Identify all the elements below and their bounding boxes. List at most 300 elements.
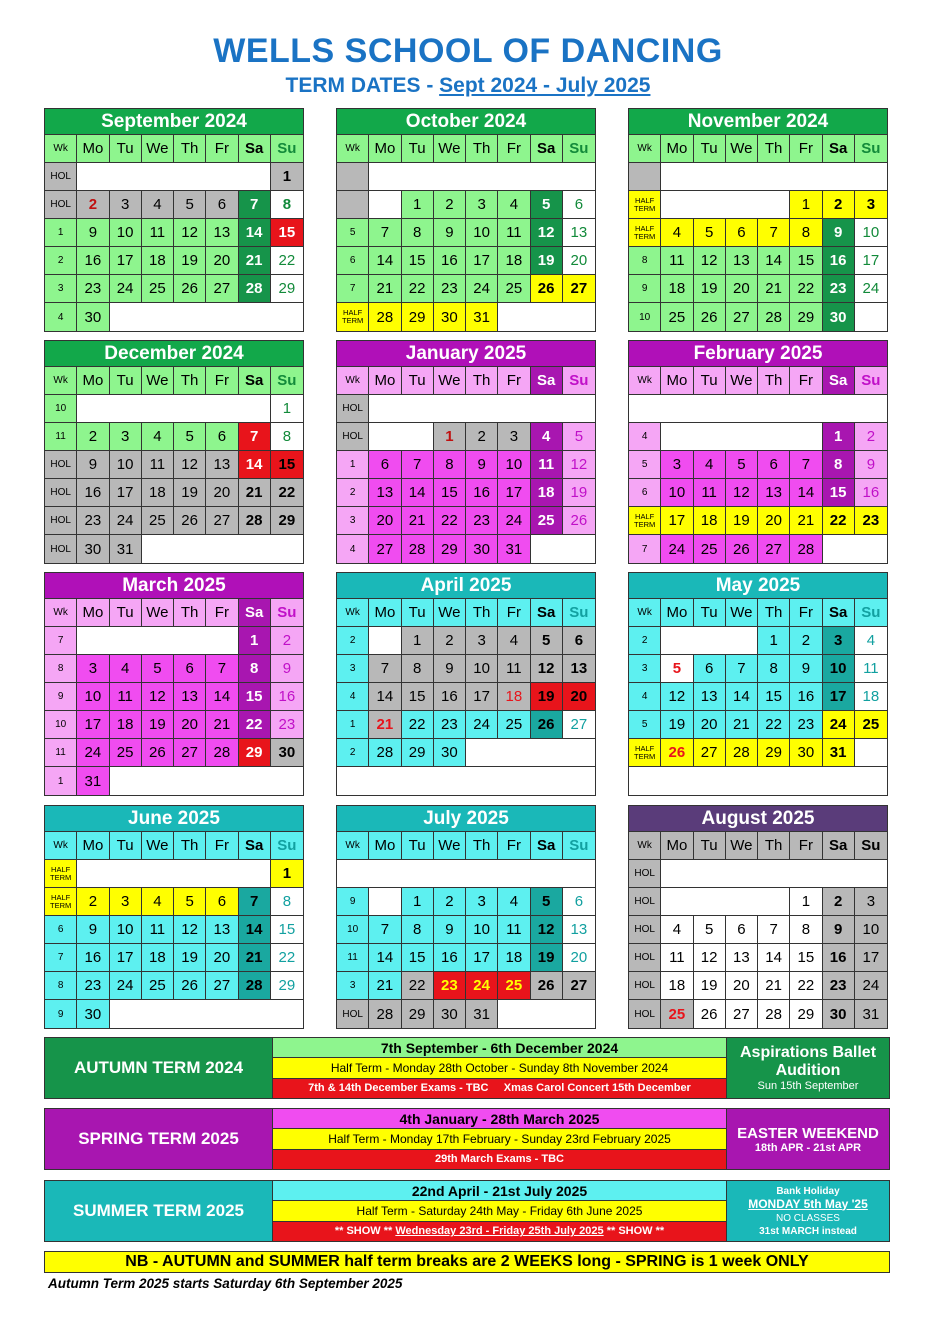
- day-cell: [563, 860, 595, 888]
- day-cell: [823, 767, 855, 795]
- day-cell: [855, 767, 887, 795]
- day-cell: [661, 888, 693, 916]
- day-cell: 30: [434, 1000, 466, 1028]
- day-cell: 20: [206, 247, 238, 275]
- day-header: Su: [563, 135, 595, 163]
- month-title: December 2024: [45, 341, 303, 367]
- week-number: 8: [629, 247, 661, 275]
- day-cell: 9: [790, 655, 822, 683]
- week-number: 1: [337, 711, 369, 739]
- day-cell: 13: [694, 683, 726, 711]
- day-header: Tu: [402, 832, 434, 860]
- day-cell: 13: [563, 916, 595, 944]
- day-cell: 12: [174, 916, 206, 944]
- day-cell: 13: [174, 683, 206, 711]
- day-cell: 31: [823, 739, 855, 767]
- day-cell: [142, 1000, 174, 1028]
- day-header: Fr: [206, 599, 238, 627]
- day-header: Sa: [239, 135, 271, 163]
- week-number: [337, 191, 369, 219]
- day-cell: 13: [758, 479, 790, 507]
- day-header: Fr: [498, 599, 530, 627]
- week-number: [337, 767, 369, 795]
- day-cell: 22: [790, 972, 822, 1000]
- day-cell: 21: [206, 711, 238, 739]
- day-cell: [563, 739, 595, 767]
- month-title: August 2025: [629, 806, 887, 832]
- day-cell: [531, 163, 563, 191]
- day-cell: [661, 627, 693, 655]
- day-cell: 26: [531, 275, 563, 303]
- day-cell: 31: [855, 1000, 887, 1028]
- day-cell: 19: [694, 275, 726, 303]
- day-cell: 9: [434, 655, 466, 683]
- day-cell: 7: [369, 219, 401, 247]
- day-cell: 5: [531, 191, 563, 219]
- month-title: February 2025: [629, 341, 887, 367]
- day-cell: 22: [271, 944, 303, 972]
- day-header: We: [142, 135, 174, 163]
- week-number: 11: [337, 944, 369, 972]
- day-header: We: [434, 832, 466, 860]
- week-number: 2: [337, 627, 369, 655]
- day-cell: 25: [142, 507, 174, 535]
- day-cell: 7: [239, 888, 271, 916]
- day-header: Th: [466, 135, 498, 163]
- week-number: [337, 860, 369, 888]
- day-cell: [726, 163, 758, 191]
- month-title: April 2025: [337, 573, 595, 599]
- day-header: Mo: [661, 599, 693, 627]
- day-cell: [661, 163, 693, 191]
- easter-title: EASTER WEEKEND: [737, 1124, 879, 1142]
- day-header: Wk: [337, 135, 369, 163]
- day-cell: [758, 163, 790, 191]
- day-cell: 29: [434, 535, 466, 563]
- day-cell: 18: [855, 683, 887, 711]
- day-cell: 2: [466, 423, 498, 451]
- day-cell: 21: [369, 972, 401, 1000]
- week-number: 1: [45, 767, 77, 795]
- day-cell: 3: [466, 888, 498, 916]
- day-cell: 7: [758, 916, 790, 944]
- day-cell: 15: [271, 916, 303, 944]
- day-cell: 12: [694, 247, 726, 275]
- day-cell: 7: [239, 191, 271, 219]
- day-cell: [206, 535, 238, 563]
- day-cell: 14: [758, 247, 790, 275]
- day-cell: 10: [110, 451, 142, 479]
- day-header: Wk: [337, 367, 369, 395]
- day-cell: 18: [142, 247, 174, 275]
- day-cell: 28: [402, 535, 434, 563]
- day-cell: 24: [466, 972, 498, 1000]
- day-cell: 15: [271, 451, 303, 479]
- day-cell: 6: [206, 191, 238, 219]
- day-header: Su: [563, 599, 595, 627]
- month-december-2024: [44, 340, 304, 564]
- day-cell: [369, 627, 401, 655]
- day-cell: 3: [855, 191, 887, 219]
- week-number: HOL: [629, 1000, 661, 1028]
- day-cell: 29: [402, 1000, 434, 1028]
- day-header: Th: [174, 367, 206, 395]
- week-number: 5: [337, 219, 369, 247]
- day-cell: 28: [726, 739, 758, 767]
- day-header: Tu: [694, 599, 726, 627]
- day-cell: [531, 535, 563, 563]
- day-cell: 15: [823, 479, 855, 507]
- month-october-2024: [336, 108, 596, 332]
- day-cell: 10: [855, 916, 887, 944]
- day-cell: 24: [466, 711, 498, 739]
- day-cell: 1: [790, 888, 822, 916]
- month-february-2025: [628, 340, 888, 564]
- day-cell: 27: [206, 972, 238, 1000]
- day-cell: [434, 767, 466, 795]
- week-number: 4: [45, 303, 77, 331]
- week-number: 2: [337, 479, 369, 507]
- month-june-2025: [44, 805, 304, 1029]
- day-header: Su: [855, 367, 887, 395]
- week-number: HOL: [337, 1000, 369, 1028]
- day-cell: 30: [434, 303, 466, 331]
- day-header: We: [142, 367, 174, 395]
- day-header: Fr: [498, 135, 530, 163]
- day-cell: [531, 860, 563, 888]
- day-cell: 17: [855, 247, 887, 275]
- day-cell: 15: [402, 683, 434, 711]
- day-cell: [174, 395, 206, 423]
- day-cell: 11: [142, 219, 174, 247]
- day-cell: [110, 767, 142, 795]
- day-cell: 16: [77, 479, 109, 507]
- day-cell: 25: [855, 711, 887, 739]
- day-cell: [271, 767, 303, 795]
- day-header: We: [726, 599, 758, 627]
- week-number: 9: [337, 888, 369, 916]
- day-header: Su: [271, 367, 303, 395]
- month-title: January 2025: [337, 341, 595, 367]
- day-cell: 26: [174, 972, 206, 1000]
- day-header: Sa: [823, 599, 855, 627]
- day-cell: 1: [434, 423, 466, 451]
- day-cell: 11: [531, 451, 563, 479]
- day-header: Mo: [661, 367, 693, 395]
- day-cell: 24: [498, 507, 530, 535]
- day-cell: 23: [790, 711, 822, 739]
- week-number: 3: [337, 655, 369, 683]
- day-cell: 27: [726, 303, 758, 331]
- day-header: Sa: [823, 367, 855, 395]
- day-cell: [758, 191, 790, 219]
- day-header: Th: [758, 367, 790, 395]
- day-cell: 13: [726, 944, 758, 972]
- day-cell: [855, 860, 887, 888]
- day-cell: 27: [206, 507, 238, 535]
- day-cell: 20: [369, 507, 401, 535]
- day-cell: 8: [271, 191, 303, 219]
- day-header: Sa: [531, 599, 563, 627]
- day-cell: 19: [531, 683, 563, 711]
- day-cell: 20: [563, 944, 595, 972]
- day-cell: [369, 191, 401, 219]
- day-cell: 15: [758, 683, 790, 711]
- day-cell: 19: [563, 479, 595, 507]
- day-cell: [823, 860, 855, 888]
- day-cell: [142, 767, 174, 795]
- day-cell: 29: [239, 739, 271, 767]
- day-cell: 16: [855, 479, 887, 507]
- day-cell: [239, 163, 271, 191]
- day-header: Th: [758, 832, 790, 860]
- day-cell: 26: [661, 739, 693, 767]
- day-header: Fr: [790, 135, 822, 163]
- day-cell: 23: [823, 275, 855, 303]
- day-cell: 1: [402, 888, 434, 916]
- day-header: Tu: [694, 832, 726, 860]
- day-cell: 10: [466, 916, 498, 944]
- day-cell: 21: [369, 275, 401, 303]
- day-cell: [206, 767, 238, 795]
- month-title: October 2024: [337, 109, 595, 135]
- day-cell: 2: [855, 423, 887, 451]
- day-cell: 3: [110, 888, 142, 916]
- day-cell: 18: [142, 479, 174, 507]
- day-cell: 19: [531, 247, 563, 275]
- day-cell: 15: [790, 944, 822, 972]
- day-cell: 20: [563, 247, 595, 275]
- day-cell: 9: [434, 219, 466, 247]
- day-header: We: [434, 367, 466, 395]
- day-cell: [369, 163, 401, 191]
- day-header: Fr: [790, 832, 822, 860]
- day-cell: 21: [369, 711, 401, 739]
- day-header: Sa: [823, 135, 855, 163]
- day-cell: 23: [434, 275, 466, 303]
- day-cell: 10: [466, 655, 498, 683]
- day-cell: 28: [206, 739, 238, 767]
- day-cell: 21: [239, 479, 271, 507]
- day-cell: [142, 627, 174, 655]
- day-cell: 16: [434, 944, 466, 972]
- day-cell: 22: [790, 275, 822, 303]
- day-cell: [790, 860, 822, 888]
- autumn-half-term: Half Term - Monday 28th October - Sunday 8th November 2024: [273, 1058, 726, 1078]
- week-number: HALF TERM: [45, 888, 77, 916]
- day-cell: 14: [239, 916, 271, 944]
- day-cell: 29: [402, 303, 434, 331]
- day-cell: 22: [239, 711, 271, 739]
- day-cell: 31: [466, 1000, 498, 1028]
- day-cell: 6: [758, 451, 790, 479]
- spring-exams: 29th March Exams - TBC: [273, 1150, 726, 1169]
- day-cell: 21: [239, 247, 271, 275]
- day-cell: 2: [77, 423, 109, 451]
- day-cell: 11: [142, 916, 174, 944]
- easter-weekend-note: [727, 1109, 889, 1169]
- day-cell: 26: [174, 275, 206, 303]
- day-header: Wk: [45, 599, 77, 627]
- day-cell: [174, 303, 206, 331]
- day-cell: [790, 423, 822, 451]
- day-cell: [239, 303, 271, 331]
- day-header: Th: [174, 599, 206, 627]
- show-prefix: ** SHOW **: [334, 1225, 396, 1238]
- day-cell: [271, 535, 303, 563]
- day-cell: 24: [855, 972, 887, 1000]
- week-number: HALF TERM: [337, 303, 369, 331]
- day-cell: 7: [239, 423, 271, 451]
- month-title: July 2025: [337, 806, 595, 832]
- week-number: 5: [629, 451, 661, 479]
- day-header: Wk: [629, 367, 661, 395]
- week-number: 7: [45, 627, 77, 655]
- day-cell: 2: [823, 888, 855, 916]
- day-cell: [174, 627, 206, 655]
- day-cell: 15: [434, 479, 466, 507]
- day-cell: [855, 303, 887, 331]
- day-header: Mo: [77, 832, 109, 860]
- day-cell: 9: [823, 916, 855, 944]
- day-cell: 9: [466, 451, 498, 479]
- week-number: 7: [337, 275, 369, 303]
- day-cell: 27: [206, 275, 238, 303]
- day-cell: [110, 860, 142, 888]
- week-number: 4: [629, 423, 661, 451]
- day-cell: 2: [77, 191, 109, 219]
- day-header: Su: [563, 367, 595, 395]
- day-cell: 27: [563, 275, 595, 303]
- week-number: HOL: [629, 944, 661, 972]
- day-cell: 8: [271, 423, 303, 451]
- day-cell: [369, 888, 401, 916]
- day-cell: [563, 303, 595, 331]
- week-number: 10: [45, 395, 77, 423]
- day-cell: 16: [271, 683, 303, 711]
- week-number: 6: [629, 479, 661, 507]
- day-cell: [531, 395, 563, 423]
- week-number: 3: [45, 275, 77, 303]
- bank-holiday-date: MONDAY 5th May '25: [748, 1196, 868, 1211]
- month-title: June 2025: [45, 806, 303, 832]
- day-cell: [823, 163, 855, 191]
- day-cell: 13: [206, 219, 238, 247]
- day-cell: 14: [726, 683, 758, 711]
- day-cell: 23: [434, 711, 466, 739]
- day-cell: [142, 303, 174, 331]
- day-cell: 29: [271, 507, 303, 535]
- day-header: Su: [855, 135, 887, 163]
- day-header: Th: [466, 367, 498, 395]
- day-cell: [661, 191, 693, 219]
- day-cell: 20: [174, 711, 206, 739]
- day-cell: [694, 163, 726, 191]
- day-cell: 4: [498, 191, 530, 219]
- day-cell: 14: [206, 683, 238, 711]
- day-header: Wk: [337, 599, 369, 627]
- day-cell: [855, 739, 887, 767]
- day-cell: 28: [369, 1000, 401, 1028]
- day-cell: [498, 395, 530, 423]
- week-number: HOL: [45, 535, 77, 563]
- week-number: 6: [45, 916, 77, 944]
- day-header: We: [726, 135, 758, 163]
- day-header: We: [726, 832, 758, 860]
- day-cell: 24: [661, 535, 693, 563]
- day-cell: [823, 395, 855, 423]
- spring-term-dates: 4th January - 28th March 2025: [273, 1109, 726, 1129]
- month-september-2024: [44, 108, 304, 332]
- week-number: 11: [45, 423, 77, 451]
- day-cell: 12: [142, 683, 174, 711]
- day-cell: 12: [531, 219, 563, 247]
- audition-date: Sun 15th September: [757, 1080, 859, 1092]
- day-cell: 6: [174, 655, 206, 683]
- day-cell: 8: [271, 888, 303, 916]
- day-cell: 11: [498, 655, 530, 683]
- day-cell: 22: [402, 275, 434, 303]
- day-header: Fr: [498, 367, 530, 395]
- day-cell: [694, 423, 726, 451]
- day-cell: 23: [823, 972, 855, 1000]
- day-cell: 26: [531, 711, 563, 739]
- day-header: Fr: [206, 135, 238, 163]
- day-cell: 27: [726, 1000, 758, 1028]
- day-cell: 1: [790, 191, 822, 219]
- day-cell: [369, 395, 401, 423]
- week-number: HALF TERM: [629, 219, 661, 247]
- month-july-2025: [336, 805, 596, 1029]
- spring-term-box: [44, 1108, 890, 1170]
- day-cell: 25: [531, 507, 563, 535]
- day-header: Mo: [369, 832, 401, 860]
- day-header: Sa: [239, 599, 271, 627]
- spring-half-term: Half Term - Monday 17th February - Sunday 23rd February 2025: [273, 1129, 726, 1149]
- day-header: Sa: [531, 832, 563, 860]
- day-cell: [466, 860, 498, 888]
- week-number: HOL: [45, 507, 77, 535]
- day-cell: 17: [855, 944, 887, 972]
- day-cell: 29: [790, 303, 822, 331]
- day-cell: 5: [563, 423, 595, 451]
- day-cell: [758, 888, 790, 916]
- day-cell: [271, 1000, 303, 1028]
- month-march-2025: [44, 572, 304, 796]
- day-cell: [531, 739, 563, 767]
- day-cell: [110, 163, 142, 191]
- day-header: Th: [758, 599, 790, 627]
- day-cell: 9: [77, 916, 109, 944]
- month-november-2024: [628, 108, 888, 332]
- day-cell: 1: [239, 627, 271, 655]
- day-cell: 4: [498, 627, 530, 655]
- day-cell: [369, 767, 401, 795]
- day-header: Mo: [369, 135, 401, 163]
- day-cell: [563, 1000, 595, 1028]
- day-cell: 30: [466, 535, 498, 563]
- day-cell: [758, 395, 790, 423]
- day-cell: [855, 535, 887, 563]
- week-number: HOL: [629, 916, 661, 944]
- day-cell: [855, 395, 887, 423]
- day-cell: 14: [790, 479, 822, 507]
- day-cell: 8: [402, 655, 434, 683]
- month-title: November 2024: [629, 109, 887, 135]
- day-cell: 24: [77, 739, 109, 767]
- instead-date: 31st MARCH instead: [759, 1225, 857, 1237]
- day-header: Su: [271, 832, 303, 860]
